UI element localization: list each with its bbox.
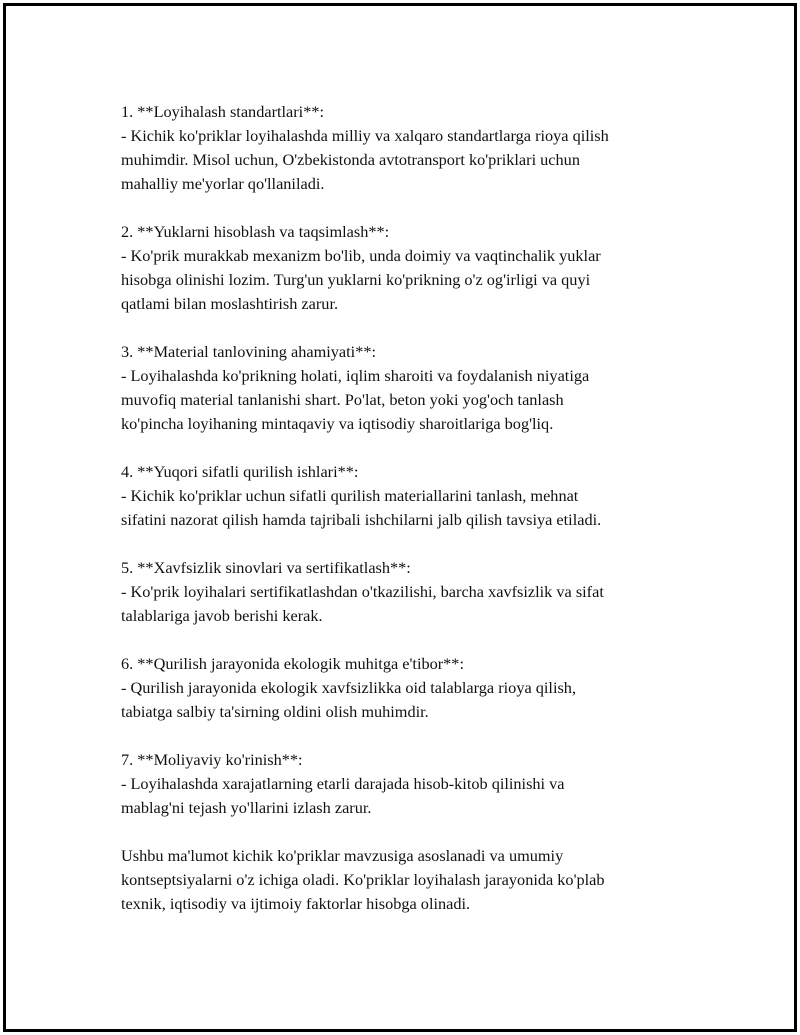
section-heading: 3. **Material tanlovining ahamiyati**: xyxy=(121,342,377,361)
document-body xyxy=(121,100,721,940)
section-3 xyxy=(121,340,721,436)
section-4 xyxy=(121,460,721,532)
section-body: - Kichik ko'priklar uchun sifatli qurilish materiallarini tanlash, mehnat sifatini nazorat qilish hamda tajribali ishchilarni jalb qilish tavsiya etiladi. xyxy=(121,486,602,529)
section-heading: 2. **Yuklarni hisoblash va taqsimlash**: xyxy=(121,222,390,241)
section-heading: 6. **Qurilish jarayonida ekologik muhitga e'tibor**: xyxy=(121,654,464,673)
summary-text: Ushbu ma'lumot kichik ko'priklar mavzusiga asoslanadi va umumiy kontseptsiyalarni o'z ichiga oladi. Ko'priklar loyihalash jarayonida ko'plab texnik, iqtisodiy va ijtimoiy faktorlar hisobga olinadi. xyxy=(121,846,605,913)
section-6 xyxy=(121,652,721,724)
section-5 xyxy=(121,556,721,628)
section-7 xyxy=(121,748,721,820)
section-body: - Ko'prik loyihalari sertifikatlashdan o'tkazilishi, barcha xavfsizlik va sifat talablariga javob berishi kerak. xyxy=(121,582,604,625)
section-heading: 5. **Xavfsizlik sinovlari va sertifikatlash**: xyxy=(121,558,411,577)
section-heading: 7. **Moliyaviy ko'rinish**: xyxy=(121,750,303,769)
section-heading: 1. **Loyihalash standartlari**: xyxy=(121,102,325,121)
section-2 xyxy=(121,220,721,316)
section-body: - Kichik ko'priklar loyihalashda milliy va xalqaro standartlarga rioya qilish muhimdir. Misol uchun, O'zbekistonda avtotransport ko'priklari uchun mahalliy me'yorlar qo'llaniladi. xyxy=(121,126,609,193)
section-body: - Loyihalashda ko'prikning holati, iqlim sharoiti va foydalanish niyatiga muvofiq material tanlanishi shart. Po'lat, beton yoki yog'och tanlash ko'pincha loyihaning mintaqaviy va iqtisodiy sharoitlariga bog'liq. xyxy=(121,366,590,433)
summary-paragraph xyxy=(121,844,721,916)
page-frame xyxy=(3,3,797,1032)
section-heading: 4. **Yuqori sifatli qurilish ishlari**: xyxy=(121,462,359,481)
section-body: - Qurilish jarayonida ekologik xavfsizlikka oid talablarga rioya qilish, tabiatga salbiy ta'sirning oldini olish muhimdir. xyxy=(121,678,577,721)
section-body: - Loyihalashda xarajatlarning etarli darajada hisob-kitob qilinishi va mablag'ni tejash yo'llarini izlash zarur. xyxy=(121,774,565,817)
section-body: - Ko'prik murakkab mexanizm bo'lib, unda doimiy va vaqtinchalik yuklar hisobga olinishi lozim. Turg'un yuklarni ko'prikning o'z og'irligi va quyi qatlami bilan moslashtirish zarur. xyxy=(121,246,601,313)
section-1 xyxy=(121,100,721,196)
